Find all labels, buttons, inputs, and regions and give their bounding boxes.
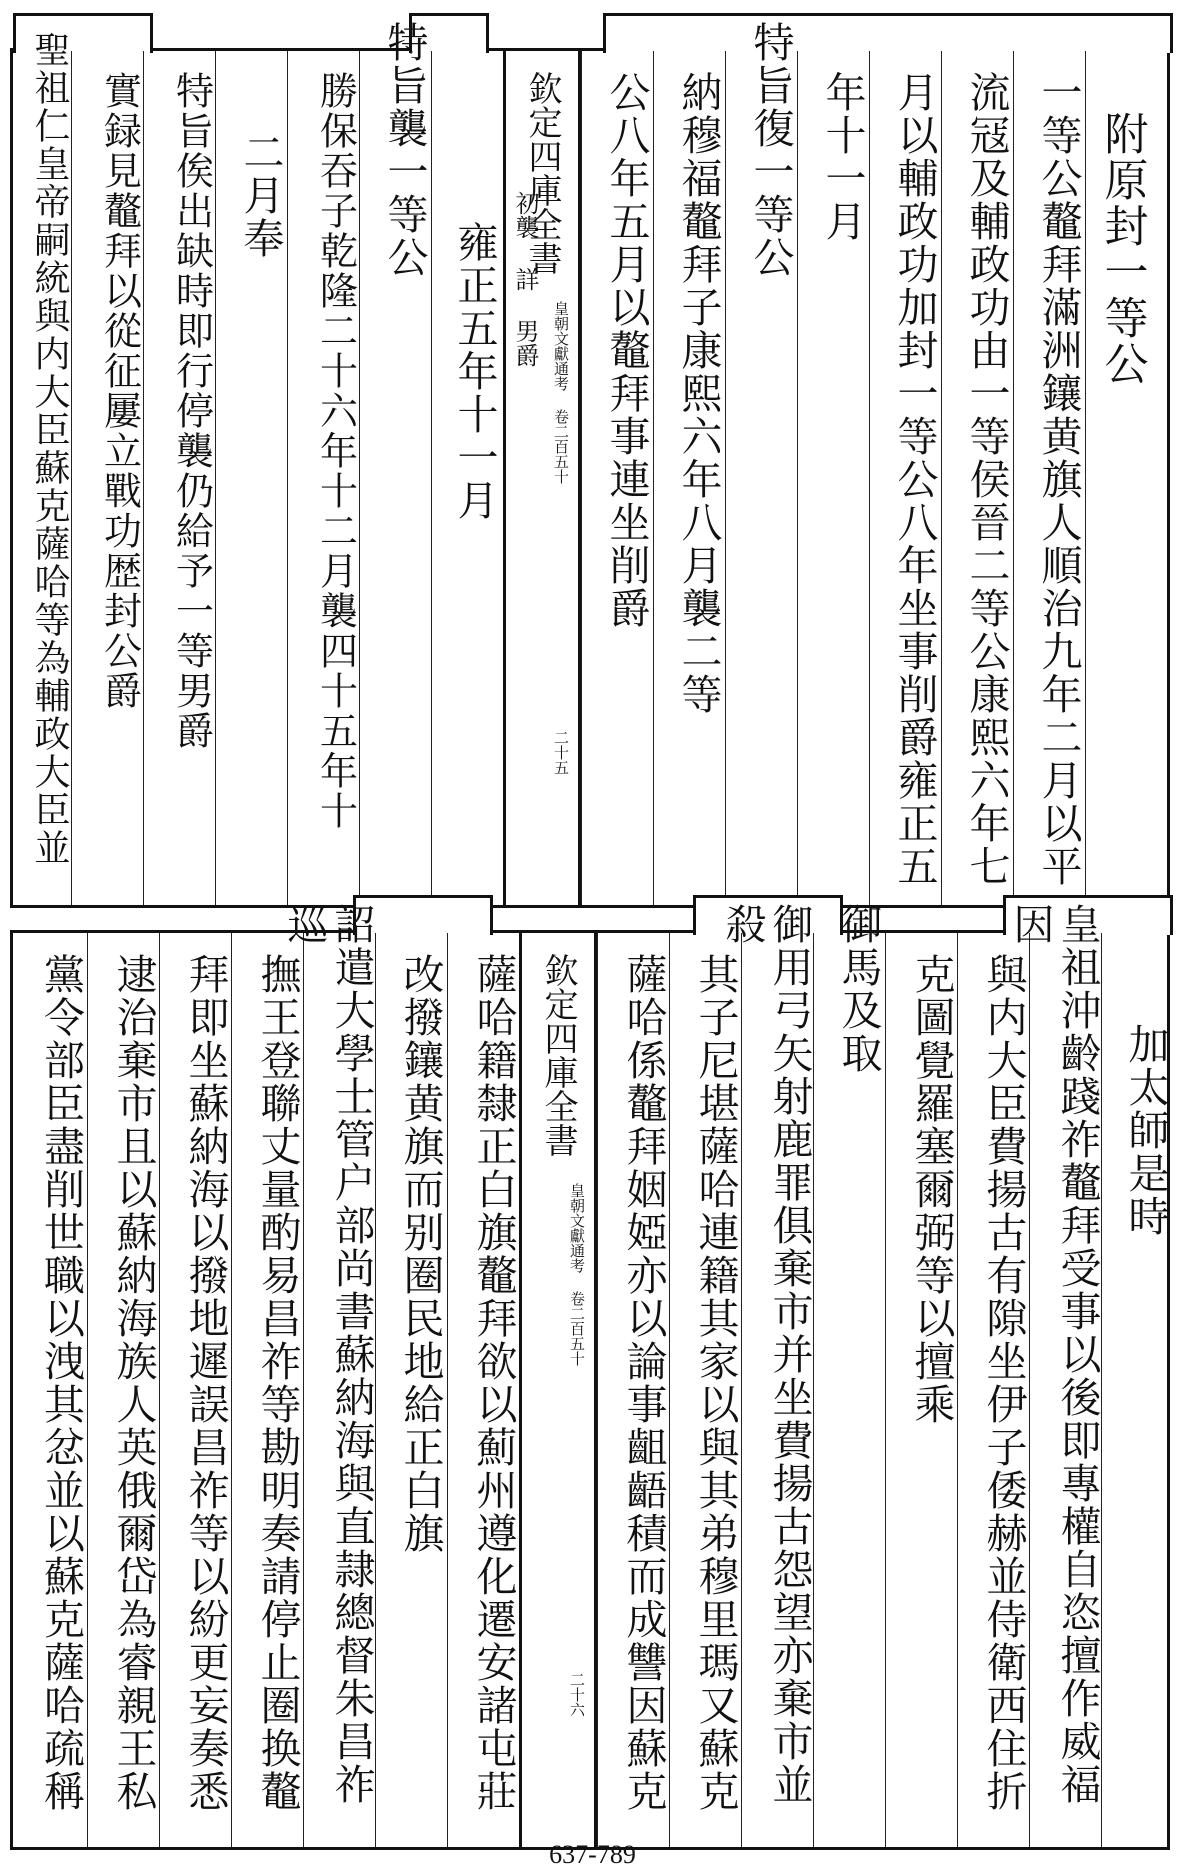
text-column xyxy=(71,51,143,905)
text-column xyxy=(1101,933,1173,1847)
text-column xyxy=(797,51,869,905)
text-column xyxy=(359,21,431,905)
text-column xyxy=(15,933,87,1847)
text-column xyxy=(1013,51,1085,905)
column-text: 月以輔政功加封一等公八年坐事削爵雍正五 xyxy=(890,71,939,888)
text-column xyxy=(941,51,1013,905)
text-column xyxy=(87,933,159,1847)
text-column xyxy=(725,21,797,905)
column-text: 二月奉 xyxy=(236,131,285,260)
column-text: 流冦及輔政功由一等侯晉二等公康熙六年七 xyxy=(962,71,1011,888)
text-column xyxy=(375,933,447,1847)
column-text: 御馬及取 xyxy=(834,903,883,1075)
column-text: 改撥鑲黄旗而别圈民地給正白旗 xyxy=(396,953,445,1555)
column-text: 黨令部臣盡削世職以洩其忿並以蘇克薩哈疏稱 xyxy=(37,953,85,1813)
column-text: 克圖覺羅塞爾弼等以擅乘 xyxy=(907,953,956,1426)
text-column xyxy=(653,51,725,905)
column-text: 薩哈籍隸正白旗鼇拜欲以薊州遵化遷安諸屯莊 xyxy=(469,953,518,1813)
gutter xyxy=(519,933,597,1847)
column-text: 年十一月 xyxy=(818,71,867,243)
column-text: 公八年五月以鼇拜事連坐削爵 xyxy=(602,71,651,630)
column-text: 逮治棄市且以蘇納海族人英俄爾岱為睿親王私 xyxy=(109,953,158,1813)
column-text: 詔遣大學士管户部尚書蘇納海與直隷總督朱昌祚巡 xyxy=(280,903,376,1806)
gutter-page-number: 二十六 xyxy=(568,1672,586,1717)
page-footer: 637-789 xyxy=(549,1840,636,1869)
column-text: 拜即坐蘇納海以撥地遲誤昌祚等以紛更妄奏悉 xyxy=(181,953,230,1813)
column-text: 聖祖仁皇帝嗣統與内大臣蘇克薩哈等為輔政大臣並 xyxy=(29,31,70,867)
column-text: 加太師是時 xyxy=(1121,1023,1170,1238)
text-column xyxy=(431,51,503,905)
column-text: 御用弓矢射鹿罪俱棄市并坐費揚古怨望亦棄市並殺 xyxy=(718,903,814,1806)
column-text: 雍正五年十一月 xyxy=(450,221,499,522)
gutter-title: 欽定四庫全書 xyxy=(538,953,578,1157)
gutter xyxy=(503,51,581,905)
bottom-page xyxy=(10,903,1170,1850)
column-text: 與内大臣費揚古有隙坐伊子倭赫並侍衛西住折 xyxy=(979,953,1028,1813)
gutter-subtitle: 皇朝文獻通考 卷二百五十 xyxy=(552,301,570,484)
text-column xyxy=(280,903,376,1847)
text-column xyxy=(581,51,653,905)
top-tab-right xyxy=(603,13,1173,53)
column-text: 特旨俟出缺時即行停襲仍給予一等男爵 xyxy=(169,71,214,751)
column-text: 附原封一等公 xyxy=(1096,111,1148,387)
gutter-subtitle: 皇朝文獻通考 卷二百五十 xyxy=(568,1183,586,1366)
column-text: 勝保吞子乾隆二十六年十二月襲四十五年十 xyxy=(313,71,358,831)
top-page xyxy=(10,21,1170,908)
column-text: 實録見鼇拜以從征屢立戰功歴封公爵 xyxy=(97,71,142,711)
text-column xyxy=(1085,51,1157,905)
column-text: 皇祖沖齡踐祚鼇拜受事以後即專權自恣擅作威福因 xyxy=(1006,903,1102,1806)
column-text: 納穆福鼇拜子康熙六年八月襲二等 xyxy=(674,71,723,716)
gutter-title: 欽定四庫全書 xyxy=(522,71,562,275)
text-column xyxy=(1006,903,1102,1847)
text-column xyxy=(869,51,941,905)
column-text: 特旨復一等公 xyxy=(746,21,795,279)
text-column xyxy=(143,51,215,905)
gutter-note: 初襲 詳 男爵 xyxy=(511,191,539,367)
text-column xyxy=(287,51,359,905)
text-column xyxy=(13,31,71,905)
column-text: 特旨襲一等公 xyxy=(380,21,429,279)
text-column xyxy=(159,933,231,1847)
text-column xyxy=(215,51,287,905)
column-text: 一等公鼇拜滿洲鑲黄旗人順治九年二月以平 xyxy=(1034,71,1083,888)
text-column xyxy=(597,933,669,1847)
text-column xyxy=(447,933,519,1847)
gutter-page-number: 二十五 xyxy=(552,730,570,775)
text-column xyxy=(957,933,1029,1847)
text-column xyxy=(718,903,814,1847)
text-column xyxy=(885,933,957,1847)
text-column xyxy=(813,903,885,1847)
text-column xyxy=(231,933,303,1847)
text-column xyxy=(669,933,741,1847)
column-text: 薩哈係鼇拜姻婭亦以論事齟齬積而成讐因蘇克 xyxy=(619,953,668,1813)
column-text: 撫王登聯丈量酌易昌祚等勘明奏請停止圈换鼇 xyxy=(253,953,302,1813)
column-text: 其子尼堪薩哈連籍其家以與其弟穆里瑪又蘇克 xyxy=(691,953,740,1813)
